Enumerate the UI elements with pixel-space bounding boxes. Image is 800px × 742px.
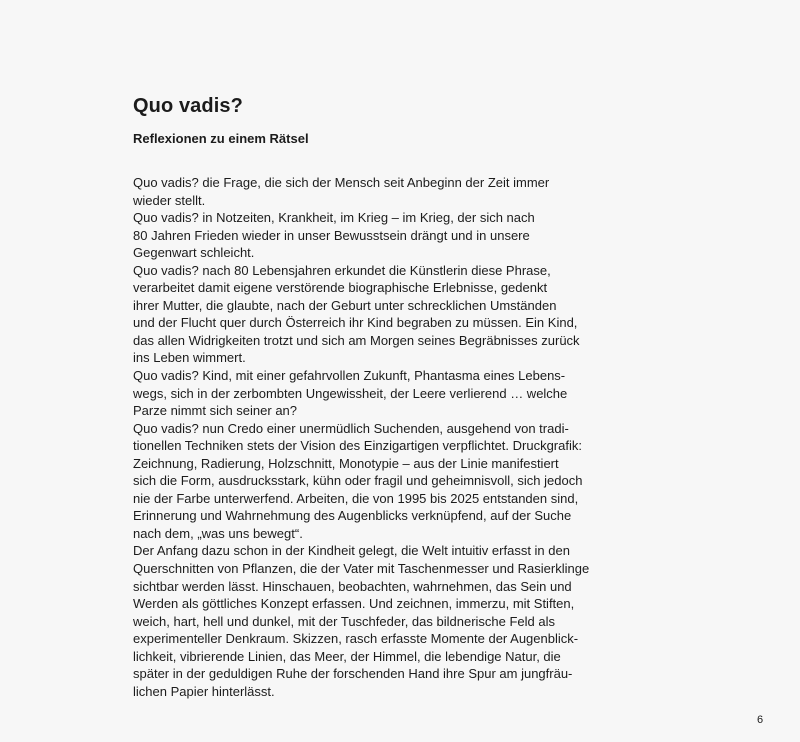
text-line: nach dem, „was uns bewegt“.: [133, 525, 303, 541]
text-line: 80 Jahren Frieden wieder in unser Bewusstsein drängt und in unsere: [133, 227, 530, 243]
text-line: Quo vadis? Kind, mit einer gefahrvollen Zukunft, Phantasma eines Lebens-: [133, 368, 566, 384]
text-line: verarbeitet damit eigene verstörende biographische Erlebnisse, gedenkt: [133, 280, 548, 296]
text-line: experimenteller Denkraum. Skizzen, rasch erfasste Momente der Augenblick-: [133, 631, 579, 647]
text-line: Zeichnung, Radierung, Holzschnitt, Monotypie – aus der Linie manifestiert: [133, 455, 559, 471]
text-line: ihrer Mutter, die glaubte, nach der Geburt unter schrecklichen Umständen: [133, 297, 557, 313]
text-line: wieder stellt.: [133, 192, 206, 208]
text-line: das allen Widrigkeiten trotzt und sich am Morgen seines Begräbnisses zurück: [133, 332, 580, 348]
text-line: tionellen Techniken stets der Vision des Einzigartigen verpflichtet. Druckgrafik:: [133, 438, 582, 454]
text-line: Der Anfang dazu schon in der Kindheit gelegt, die Welt intuitiv erfasst in den: [133, 543, 570, 559]
text-line: Gegenwart schleicht.: [133, 245, 255, 261]
page-title: Quo vadis?: [133, 95, 243, 117]
text-line: später in der geduldigen Ruhe der forschenden Hand ihre Spur am jungfräu-: [133, 666, 573, 682]
text-line: nie der Farbe unterwerfend. Arbeiten, die von 1995 bis 2025 entstanden sind,: [133, 490, 579, 506]
body-text: [133, 174, 590, 700]
text-line: Quo vadis? nun Credo einer unermüdlich Suchenden, ausgehend von tradi-: [133, 420, 569, 436]
text-line: weich, hart, hell und dunkel, mit der Tuschfeder, das bildnerische Feld als: [133, 613, 556, 629]
text-line: lichkeit, vibrierende Linien, das Meer, der Himmel, die lebendige Natur, die: [133, 648, 561, 664]
text-line: Erinnerung und Wahrnehmung des Augenblicks verknüpfend, auf der Suche: [133, 508, 572, 524]
text-line: sichtbar werden lässt. Hinschauen, beobachten, wahrnehmen, das Sein und: [133, 578, 572, 594]
text-line: Werden als göttliches Konzept erfassen. Und zeichnen, immerzu, mit Stiften,: [133, 596, 575, 612]
text-line: ins Leben wimmert.: [133, 350, 246, 366]
text-line: Quo vadis? nach 80 Lebensjahren erkundet die Künstlerin diese Phrase,: [133, 262, 551, 278]
text-line: und der Flucht quer durch Österreich ihr Kind begraben zu müssen. Ein Kind,: [133, 315, 578, 331]
text-line: Querschnitten von Pflanzen, die der Vater mit Taschenmesser und Rasierklinge: [133, 561, 590, 577]
text-line: lichen Papier hinterlässt.: [133, 683, 275, 699]
text-line: Parze nimmt sich seiner an?: [133, 403, 298, 419]
page-subtitle: Reflexionen zu einem Rätsel: [133, 131, 309, 146]
page-number: 6: [757, 714, 764, 726]
text-line: wegs, sich in der zerbombten Ungewissheit, der Leere verlierend … welche: [133, 385, 568, 401]
text-line: Quo vadis? die Frage, die sich der Mensch seit Anbeginn der Zeit immer: [133, 175, 550, 190]
text-line: sich die Form, ausdrucksstark, kühn oder fragil und geheimnisvoll, sich jedoch: [133, 473, 583, 489]
text-line: Quo vadis? in Notzeiten, Krankheit, im Krieg – im Krieg, der sich nach: [133, 210, 535, 226]
